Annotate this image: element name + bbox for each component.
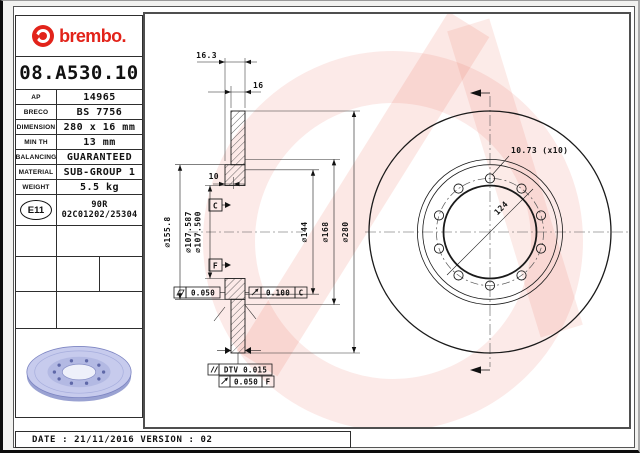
svg-text:0.050: 0.050 — [190, 288, 216, 298]
svg-text:C: C — [298, 288, 304, 298]
part-number: 08.A530.10 — [15, 56, 143, 90]
svg-text:F: F — [265, 377, 271, 387]
dim-144 — [300, 170, 315, 294]
homologation-row — [15, 194, 143, 226]
spec-value: GUARANTEED — [66, 151, 133, 163]
spec-label: MATERIAL — [16, 165, 57, 179]
chamfer-leader — [245, 305, 256, 319]
spec-label: AP — [16, 90, 57, 104]
datum-c — [209, 199, 231, 211]
disc-photo — [17, 330, 141, 416]
svg-text:⌀107.587: ⌀107.587 — [184, 211, 193, 253]
parallelism-icon — [211, 367, 218, 373]
spec-label: BRECO — [16, 105, 57, 119]
spec-row-breco — [15, 104, 143, 120]
spec-label: BALANCING — [16, 150, 57, 164]
empty-row — [15, 225, 143, 257]
dim-155-8 — [163, 165, 182, 300]
svg-text:16: 16 — [253, 81, 264, 90]
dim-16-3 — [196, 51, 257, 64]
svg-text:0.100: 0.100 — [265, 288, 291, 298]
front-view — [365, 89, 629, 373]
spec-value: 14965 — [83, 91, 116, 103]
footer-date: DATE : 21/11/2016 VERSION : 02 — [15, 431, 351, 448]
dim-16 — [208, 81, 263, 94]
spec-label: DIMENSION — [16, 120, 57, 134]
spec-row-weight — [15, 179, 143, 195]
bolt-hole — [434, 211, 443, 220]
dim-280 — [341, 111, 356, 353]
spec-label: WEIGHT — [16, 180, 57, 194]
brembo-logo-icon — [32, 25, 54, 47]
fcf-runout-f — [219, 376, 274, 387]
spec-label: MIN TH — [16, 135, 57, 149]
spec-value: 280 x 16 mm — [63, 121, 136, 133]
section-arrow-bottom — [470, 366, 490, 373]
svg-text:⌀280: ⌀280 — [341, 221, 350, 243]
svg-text:DTV 0.015: DTV 0.015 — [223, 365, 268, 375]
approval-line2: 02C01202/25304 — [61, 210, 138, 220]
chamfer-leader — [214, 307, 225, 321]
svg-text:C: C — [212, 201, 219, 211]
runout-icon — [222, 378, 229, 385]
section-arrow-top — [470, 89, 490, 96]
fcf-runout-c — [245, 287, 307, 298]
fcf-flatness — [174, 287, 225, 298]
approval-number — [57, 200, 142, 220]
svg-text:16.3: 16.3 — [196, 51, 217, 60]
svg-text:⌀155.8: ⌀155.8 — [163, 216, 172, 248]
section-flange-top — [225, 165, 245, 186]
spec-row-min-th — [15, 134, 143, 150]
section-flange-bottom — [225, 279, 245, 300]
spec-value: 5.5 kg — [79, 181, 120, 193]
section-band-top — [231, 111, 245, 165]
spec-value: BS 7756 — [76, 106, 123, 118]
dim-168 — [321, 159, 336, 304]
spec-value: SUB-GROUP 1 — [63, 166, 136, 178]
approval-line1: 90R — [91, 200, 108, 210]
e-mark: E11 — [20, 200, 52, 220]
info-panel — [15, 15, 143, 418]
svg-text:10: 10 — [208, 172, 219, 181]
spec-row-balancing — [15, 149, 143, 165]
svg-text:⌀144: ⌀144 — [300, 221, 309, 243]
svg-text:F: F — [212, 261, 219, 271]
empty-row — [15, 291, 143, 329]
spec-row-dimension — [15, 119, 143, 135]
spec-row-material — [15, 164, 143, 180]
disc-photo-box — [15, 328, 143, 418]
datum-f — [209, 259, 231, 271]
svg-text:⌀168: ⌀168 — [321, 221, 330, 243]
section-view — [163, 51, 360, 387]
svg-text:10.73 (x10): 10.73 (x10) — [511, 146, 569, 155]
bolt-hole — [517, 184, 526, 193]
svg-text:124: 124 — [492, 199, 510, 217]
bolt-hole — [454, 184, 463, 193]
svg-text:⌀107.500: ⌀107.500 — [193, 211, 203, 253]
section-band-bottom — [231, 299, 245, 353]
drawing-area — [143, 12, 631, 429]
brand-wordmark: brembo. — [59, 25, 126, 46]
svg-text:0.050: 0.050 — [233, 377, 259, 387]
brand-header — [15, 15, 143, 57]
empty-row — [15, 256, 143, 292]
spec-value: 13 mm — [83, 136, 116, 148]
spec-row-ap — [15, 89, 143, 105]
bolt-hole — [536, 211, 545, 220]
technical-drawing — [145, 14, 629, 427]
